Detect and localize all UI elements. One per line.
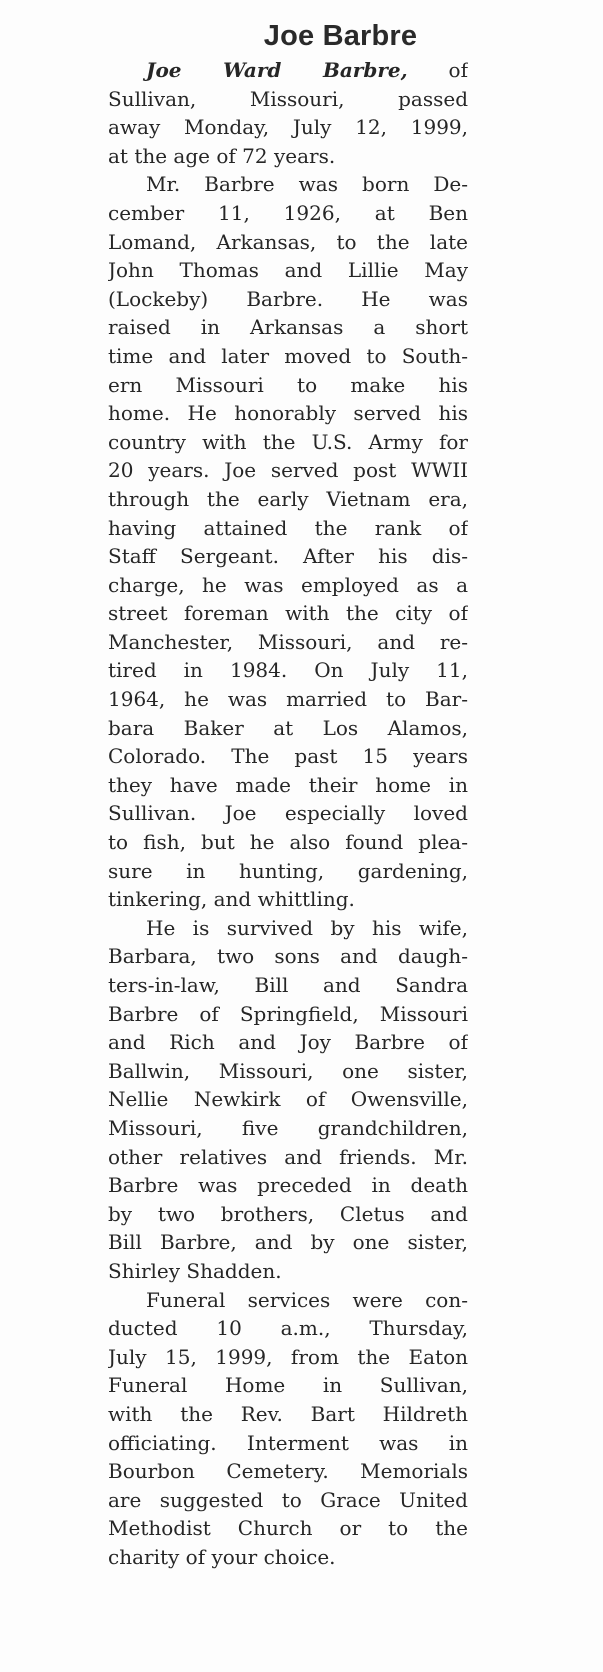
text-line: and Rich and Joy Barbre of (108, 1030, 468, 1055)
text-line: Lomand, Arkansas, to the late (108, 229, 468, 254)
text-line: Manchester, Missouri, and re- (108, 629, 468, 654)
text-line: raised in Arkansas a short (108, 315, 468, 340)
text-line: Joe Ward Barbre, of (146, 58, 468, 82)
text-line: Methodist Church or to the (108, 1516, 468, 1541)
text-line: street foreman with the city of (108, 601, 468, 626)
text-line: Bill Barbre, and by one sister, (108, 1230, 468, 1255)
paragraph-1 (108, 56, 468, 170)
text-line: having attained the rank of (108, 515, 468, 540)
text-line: John Thomas and Lillie May (108, 258, 468, 283)
paragraph-3 (108, 914, 468, 1286)
text-line: 1964, he was married to Bar- (108, 687, 468, 712)
text-line: Staff Sergeant. After his dis- (108, 544, 468, 569)
text-line: to fish, but he also found plea- (108, 830, 468, 855)
text-line: bara Baker at Los Alamos, (108, 715, 468, 740)
text-line: with the Rev. Bart Hildreth (108, 1401, 468, 1426)
text-line: ern Missouri to make his (108, 372, 468, 397)
paragraph-2 (108, 170, 468, 913)
text-line: sure in hunting, gardening, (108, 858, 468, 883)
obituary-body (108, 56, 468, 1571)
text-line: country with the U.S. Army for (108, 429, 468, 454)
text-line: Bourbon Cemetery. Memorials (108, 1459, 468, 1484)
text-line: July 15, 1999, from the Eaton (108, 1344, 468, 1369)
text-line: are suggested to Grace United (108, 1487, 468, 1512)
deceased-full-name: Joe Ward Barbre, (146, 58, 408, 82)
text-line: by two brothers, Cletus and (108, 1201, 468, 1226)
text-line: charge, he was employed as a (108, 572, 468, 597)
text-line: ducted 10 a.m., Thursday, (108, 1316, 468, 1341)
text-line: charity of your choice. (108, 1544, 336, 1569)
text-line: He is survived by his wife, (146, 915, 468, 940)
text-line: other relatives and friends. Mr. (108, 1144, 468, 1169)
text-line: Nellie Newkirk of Owensville, (108, 1087, 468, 1112)
text-line: Missouri, five grandchildren, (108, 1115, 468, 1140)
text-line: Barbre was preceded in death (108, 1173, 468, 1198)
text-line: away Monday, July 12, 1999, (108, 115, 468, 140)
text-line: time and later moved to South- (108, 343, 468, 368)
text-line: Sullivan. Joe especially loved (108, 801, 468, 826)
text-line: Funeral Home in Sullivan, (108, 1373, 468, 1398)
text-line: tinkering, and whittling. (108, 887, 355, 912)
obituary-headline: Joe Barbre (263, 20, 418, 52)
text-line: Ballwin, Missouri, one sister, (108, 1058, 468, 1083)
text-line: at the age of 72 years. (108, 143, 336, 168)
text-line: ters-in-law, Bill and Sandra (108, 973, 468, 997)
paragraph-4 (108, 1286, 468, 1572)
text-line: Mr. Barbre was born De- (146, 172, 468, 197)
text-line: 20 years. Joe served post WWII (108, 458, 468, 483)
text-line: Barbara, two sons and daugh- (108, 944, 468, 969)
text-line: through the early Vietnam era, (108, 486, 468, 511)
text-line: Sullivan, Missouri, passed (108, 86, 468, 111)
text-line: officiating. Interment was in (108, 1430, 468, 1455)
text-line: Shirley Shadden. (108, 1258, 282, 1283)
text-line: Barbre of Springfield, Missouri (108, 1001, 468, 1026)
text-line: (Lockeby) Barbre. He was (108, 286, 468, 311)
text-line: tired in 1984. On July 11, (108, 658, 468, 683)
text-line: cember 11, 1926, at Ben (108, 200, 468, 225)
text-line: Colorado. The past 15 years (108, 744, 468, 769)
text-line: Funeral services were con- (146, 1287, 468, 1312)
text-line: they have made their home in (108, 772, 468, 797)
text-line: home. He honorably served his (108, 401, 468, 426)
